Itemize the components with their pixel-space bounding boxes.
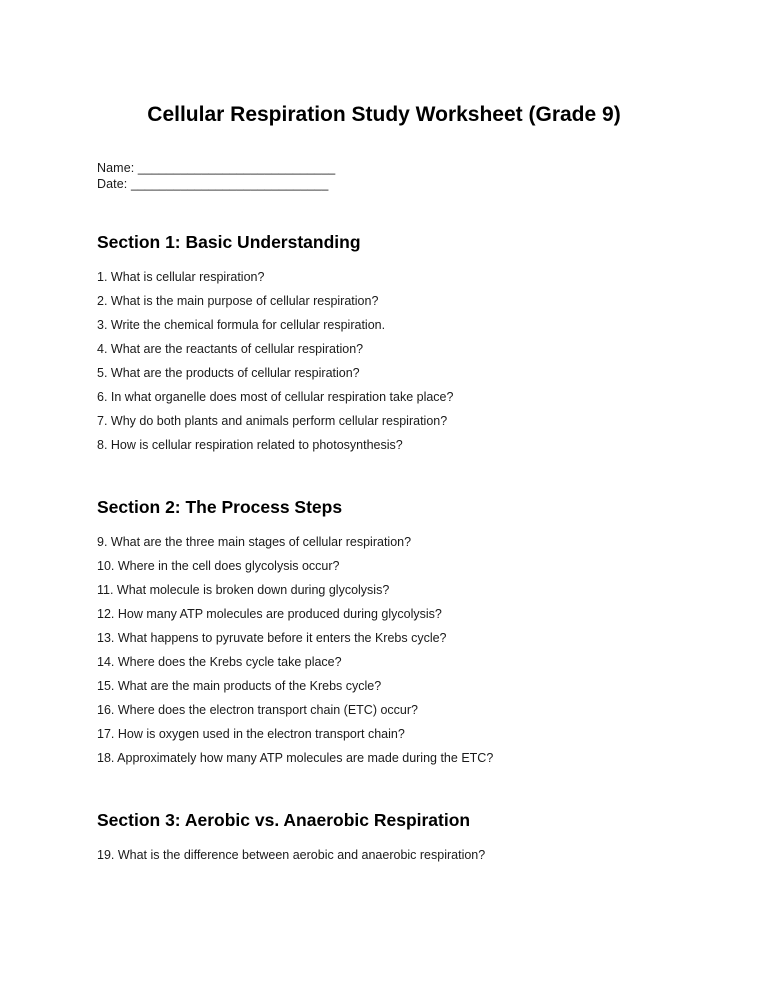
section-basic-understanding (97, 232, 671, 457)
date-fill-in-line: Date: ____________________________ (97, 176, 329, 191)
question-item: 19. What is the difference between aerobic and anaerobic respiration? (97, 848, 486, 862)
question-item: 8. How is cellular respiration related to photosynthesis? (97, 438, 403, 452)
question-item: 15. What are the main products of the Krebs cycle? (97, 679, 382, 693)
question-item: 5. What are the products of cellular respiration? (97, 366, 360, 380)
question-item: 3. Write the chemical formula for cellular respiration. (97, 318, 386, 332)
question-item: 4. What are the reactants of cellular respiration? (97, 342, 364, 356)
section-process-steps (97, 497, 671, 770)
question-item: 9. What are the three main stages of cellular respiration? (97, 535, 412, 549)
section-heading: Section 3: Aerobic vs. Anaerobic Respiration (97, 810, 471, 830)
worksheet-title: Cellular Respiration Study Worksheet (Grade 9) (147, 103, 621, 126)
question-item: 1. What is cellular respiration? (97, 270, 265, 284)
question-item: 13. What happens to pyruvate before it enters the Krebs cycle? (97, 631, 447, 645)
question-item: 12. How many ATP molecules are produced during glycolysis? (97, 607, 442, 621)
name-fill-in-line: Name: ____________________________ (97, 161, 336, 175)
section-aerobic-vs-anaerobic (97, 810, 671, 867)
question-item: 14. Where does the Krebs cycle take place? (97, 655, 342, 669)
question-item: 2. What is the main purpose of cellular respiration? (97, 294, 379, 308)
question-item: 17. How is oxygen used in the electron transport chain? (97, 727, 405, 741)
question-item: 7. Why do both plants and animals perform cellular respiration? (97, 414, 448, 428)
section-heading: Section 1: Basic Understanding (97, 232, 361, 252)
question-item: 18. Approximately how many ATP molecules are made during the ETC? (97, 751, 494, 765)
question-item: 6. In what organelle does most of cellular respiration take place? (97, 390, 454, 404)
question-item: 11. What molecule is broken down during glycolysis? (97, 583, 390, 597)
question-item: 16. Where does the electron transport chain (ETC) occur? (97, 703, 418, 717)
student-info-block (97, 161, 671, 192)
question-item: 10. Where in the cell does glycolysis occur? (97, 559, 340, 573)
section-heading: Section 2: The Process Steps (97, 497, 343, 517)
